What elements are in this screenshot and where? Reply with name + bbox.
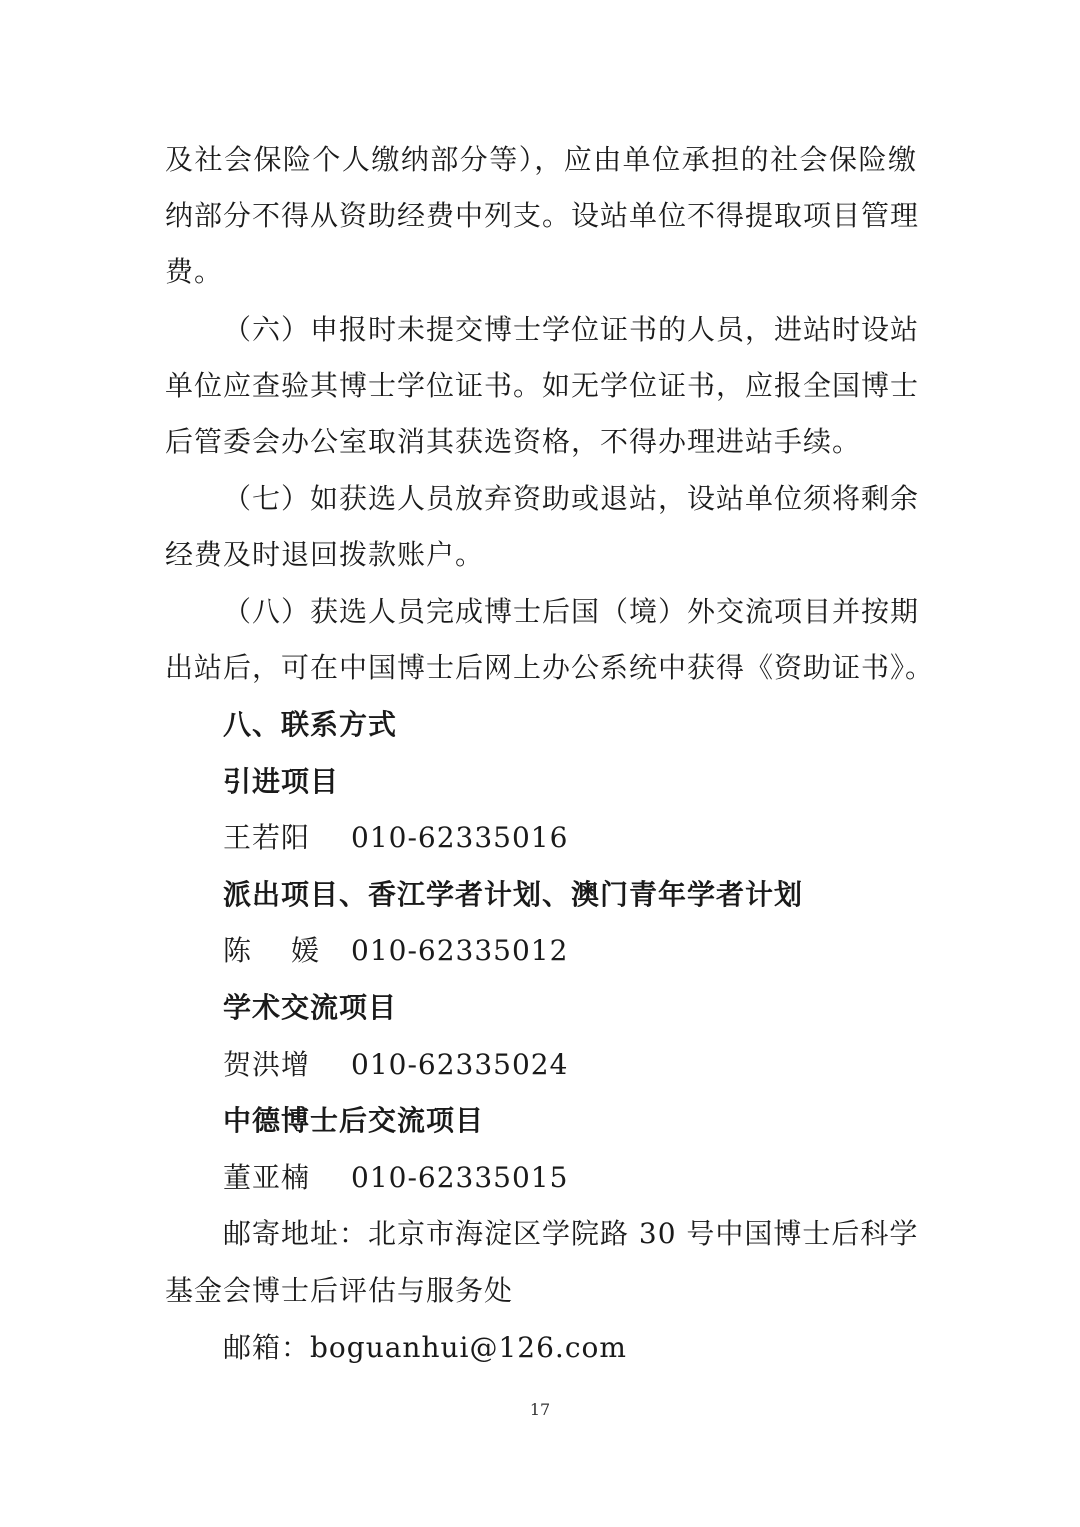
contact-name: 贺洪增: [223, 1048, 311, 1081]
contact-project-title: 派出项目、香江学者计划、澳门青年学者计划: [223, 878, 804, 911]
paragraph-line: （七）如获选人员放弃资助或退站，设站单位须将剩余: [223, 482, 920, 515]
email-line: 邮箱：boguanhui@126.com: [223, 1331, 627, 1364]
mailing-address-line: 邮寄地址：北京市海淀区学院路 30 号中国博士后科学: [223, 1217, 919, 1250]
contact-name: 董亚楠: [223, 1161, 311, 1194]
contact-phone: 010-62335012: [351, 934, 569, 967]
paragraph-line: 后管委会办公室取消其获选资格，不得办理进站手续。: [165, 425, 862, 458]
contact-project-title: 引进项目: [223, 765, 340, 798]
paragraph-line: 纳部分不得从资助经费中列支。设站单位不得提取项目管理: [165, 199, 920, 232]
contact-phone: 010-62335016: [351, 821, 569, 854]
contact-name: 王若阳: [223, 821, 311, 854]
paragraph-line: 出站后，可在中国博士后网上办公系统中获得《资助证书》。: [165, 651, 935, 684]
paragraph-line: 及社会保险个人缴纳部分等），应由单位承担的社会保险缴: [165, 143, 917, 176]
paragraph-line: 经费及时退回拨款账户。: [165, 538, 485, 571]
contact-entry: [223, 1045, 568, 1085]
contact-entry: [223, 818, 568, 858]
paragraph-line: （八）获选人员完成博士后国（境）外交流项目并按期: [223, 595, 920, 628]
contact-name: 陈媛: [223, 934, 360, 967]
contact-entry: [223, 1158, 568, 1198]
contact-project-title: 中德博士后交流项目: [223, 1104, 485, 1137]
page-number: 17: [529, 1400, 551, 1419]
contact-project-title: 学术交流项目: [223, 991, 398, 1024]
section-heading: 八、联系方式: [223, 708, 398, 741]
paragraph-line: 单位应查验其博士学位证书。如无学位证书，应报全国博士: [165, 369, 920, 402]
paragraph-line: 费。: [165, 255, 224, 288]
contact-phone: 010-62335024: [351, 1048, 569, 1081]
mailing-address-line: 基金会博士后评估与服务处: [165, 1274, 514, 1307]
paragraph-line: （六）申报时未提交博士学位证书的人员，进站时设站: [223, 313, 920, 346]
contact-phone: 010-62335015: [351, 1161, 569, 1194]
contact-entry: [223, 931, 568, 971]
